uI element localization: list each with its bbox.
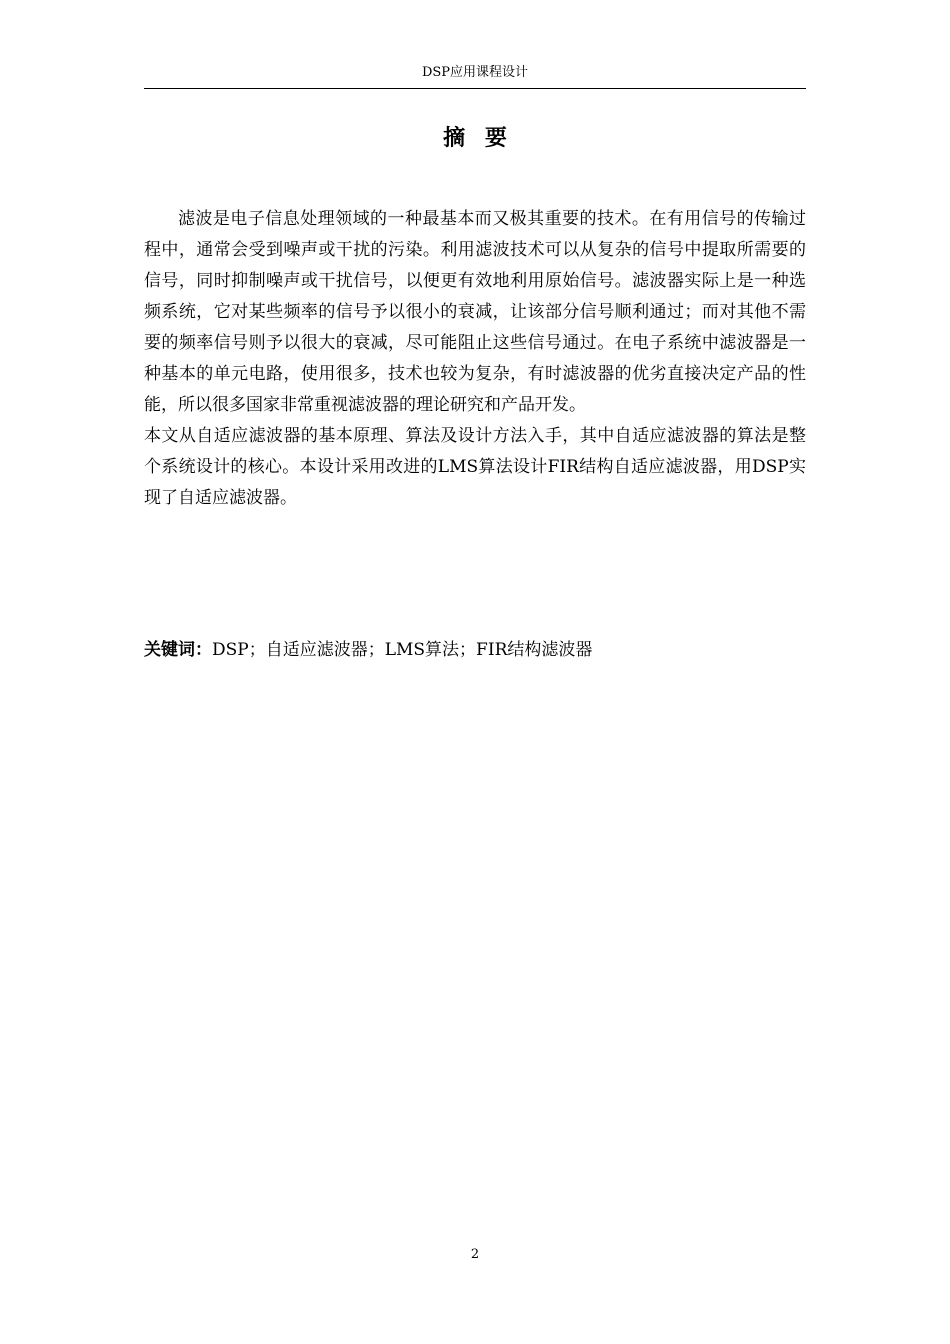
page-number: 2 [470, 1247, 480, 1262]
header-divider [144, 88, 806, 89]
abstract-body [144, 204, 806, 514]
keywords-label: 关键词： [144, 640, 212, 660]
keywords-line [144, 635, 806, 666]
page-title: 摘要 [443, 125, 527, 151]
running-header: DSP应用课程设计 [421, 65, 529, 80]
keywords-value: DSP；自适应滤波器；LMS算法；FIR结构滤波器 [212, 640, 593, 660]
abstract-paragraph-2: 本文从自适应滤波器的基本原理、算法及设计方法入手，其中自适应滤波器的算法是整个系统设计的核心。本设计采用改进的LMS算法设计FIR结构自适应滤波器，用DSP实现了自适应滤波器。 [144, 426, 806, 508]
abstract-paragraph-1: 滤波是电子信息处理领域的一种最基本而又极其重要的技术。在有用信号的传输过程中，通常会受到噪声或干扰的污染。利用滤波技术可以从复杂的信号中提取所需要的信号，同时抑制噪声或干扰信号，以便更有效地利用原始信号。滤波器实际上是一种选频系统，它对某些频率的信号予以很小的衰减，让该部分信号顺利通过；而对其他不需要的频率信号则予以很大的衰减，尽可能阻止这些信号通过。在电子系统中滤波器是一种基本的单元电路，使用很多，技术也较为复杂，有时滤波器的优劣直接决定产品的性能，所以很多国家非常重视滤波器的理论研究和产品开发。 [144, 209, 806, 415]
